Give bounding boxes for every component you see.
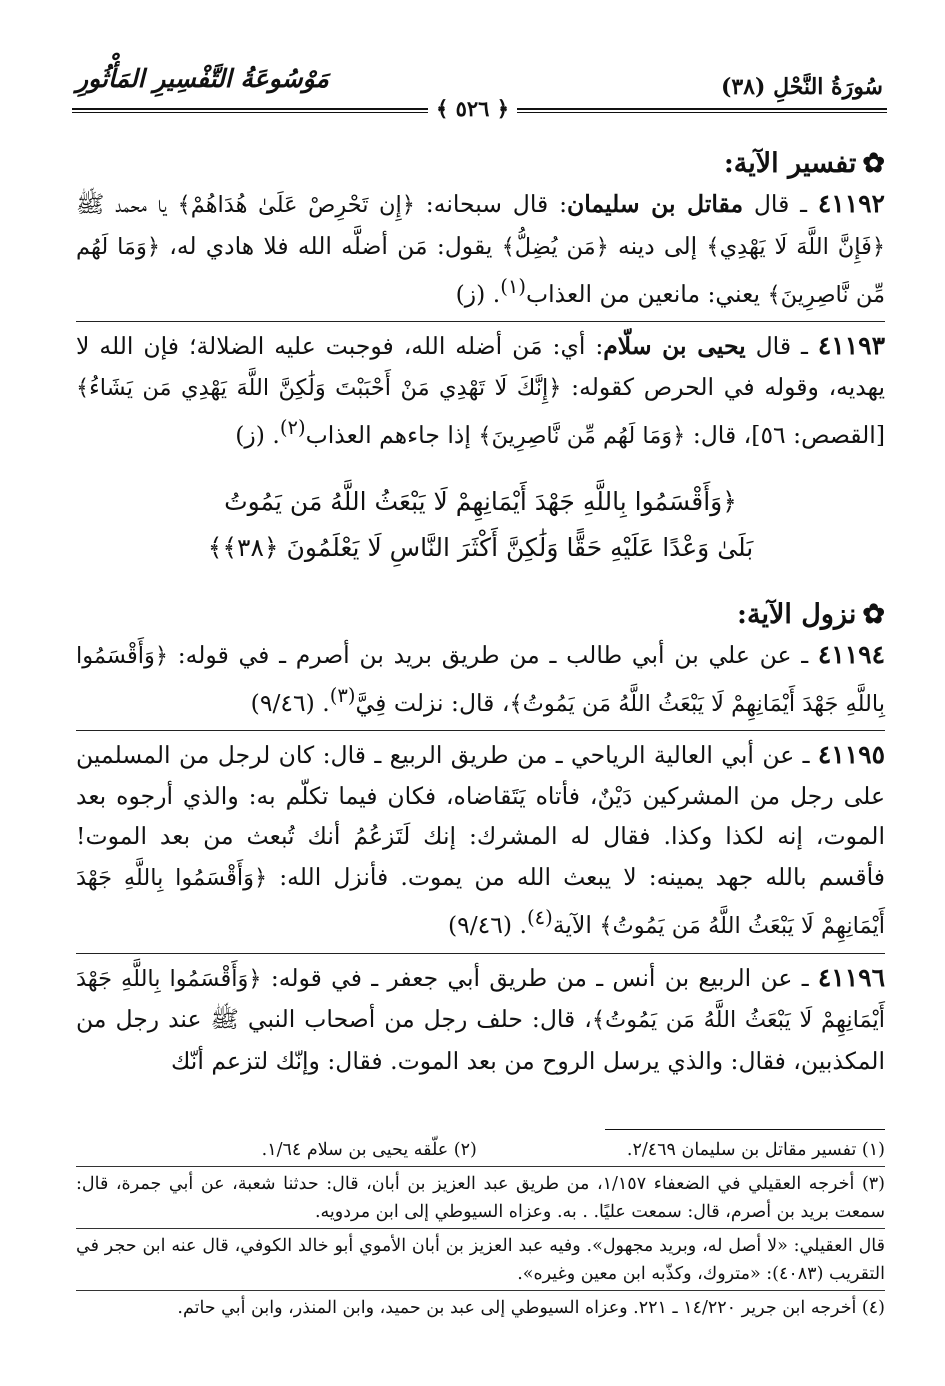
running-header-book-title: مَوْسُوعَةُ التَّفْسِيرِ المَأْثُورِ (76, 64, 329, 93)
footnote-ref: (١) (500, 275, 526, 298)
quran-quote: ﴿إِنَّكَ لَا تَهْدِي مَنْ أَحْبَبْتَ وَلَٰكِنَّ اللَّهَ يَهْدِي مَن يَشَاءُ﴾ (76, 374, 562, 401)
quran-quote: ﴿وَأَقْسَمُوا بِاللَّهِ جَهْدَ أَيْمَانِهِمْ لَا يَبْعَثُ اللَّهُ مَن يَمُوتُ﴾ (76, 642, 885, 717)
page-body (76, 144, 885, 1081)
paragraph-separator (76, 321, 885, 322)
section-title: تفسير الآية: (723, 148, 857, 179)
quran-quote: ﴿وَمَا لَهُم مِّن نَّاصِرِينَ﴾ (478, 423, 686, 450)
narration-number: ٤١١٩٥ (817, 740, 885, 770)
page-number: ﴾ ٥٢٦ ﴿ (0, 96, 945, 121)
paragraph-separator (76, 730, 885, 731)
footnotes (76, 1136, 885, 1322)
running-header-surah: سُورَةُ النَّحْلِ (٣٨) (720, 74, 883, 100)
narration-number: ٤١١٩٢ (817, 189, 885, 218)
footnote-ref: (٢) (279, 416, 306, 440)
footnote-2: (٢) علّقه يحيى بن سلام ١/٦٤. (261, 1140, 477, 1160)
verse-line-2: بَلَىٰ وَعْدًا عَلَيْهِ حَقًّا وَلَٰكِنَّ أَكْثَرَ النَّاسِ لَا يَعْلَمُونَ ﴿٣٨﴾﴾ (207, 532, 754, 562)
narration-number: ٤١١٩٤ (817, 639, 885, 669)
section-heading-nuzul (76, 595, 885, 635)
quran-quote: ﴿فَإِنَّ اللَّهَ لَا يَهْدِي﴾ (706, 233, 886, 260)
footnote-3: (٣) أخرجه العقيلي في الضعفاء ١/١٥٧، من طريق عبد العزيز بن أبان، قال: حدثنا شعبة، عن أبي جمرة، قال: سمعت بريد بن أصرم، قال: سمعت عليًا. . به. وعزاه السيوطي إلى ابن مردويه. (76, 1174, 885, 1222)
footnote-separator (76, 1290, 885, 1291)
quran-quote: ﴿مَن يُضِلُّ﴾ (501, 233, 609, 260)
verse-line-1: ﴿وَأَقْسَمُوا بِاللَّهِ جَهْدَ أَيْمَانِهِمْ لَا يَبْعَثُ اللَّهُ مَن يَمُوتُ (224, 486, 737, 516)
narrator-name: مقاتل بن سليمان (567, 190, 744, 218)
narration-41193: ٤١١٩٣ ـ قال يحيى بن سلّام: أي: مَن أضله الله، فوجبت عليه الضلالة؛ فإن الله لا يهديه، وقوله في الحرص كقوله: ﴿إِنَّكَ لَا تَهْدِي مَنْ أَحْبَبْتَ وَلَٰكِنَّ اللَّهَ يَهْدِي مَن يَشَاءُ﴾ [القصص: ٥٦]، قال: ﴿وَمَا لَهُم مِّن نَّاصِرِينَ﴾ إذا جاءهم العذاب$^{(٢)}$. (ز) (76, 331, 885, 450)
footnote-separator (76, 1166, 885, 1167)
quran-quote: ﴿وَأَقْسَمُوا بِاللَّهِ جَهْدَ أَيْمَانِهِمْ لَا يَبْعَثُ اللَّهُ مَن يَمُوتُ﴾ (76, 965, 885, 1034)
narration-number: ٤١١٩٣ (817, 331, 885, 361)
narration-41194: ٤١١٩٤ ـ عن علي بن أبي طالب ـ من طريق بريد بن أصرم ـ في قوله: ﴿وَأَقْسَمُوا بِاللَّهِ جَهْدَ أَيْمَانِهِمْ لَا يَبْعَثُ اللَّهُ مَن يَمُوتُ﴾، قال: نزلت فِيَّ$^{(٣)}$. (٩/٤٦) (76, 639, 885, 717)
flower-ornament-icon: ✿ (862, 598, 885, 630)
narrator-name: يحيى بن سلّام (603, 332, 746, 361)
footnote-ref: (٤) (527, 906, 553, 930)
narration-41196: ٤١١٩٦ ـ عن الربيع بن أنس ـ من طريق أبي جعفر ـ في قوله: ﴿وَأَقْسَمُوا بِاللَّهِ جَهْدَ أَيْمَانِهِمْ لَا يَبْعَثُ اللَّهُ مَن يَمُوتُ﴾، قال: حلف رجل من أصحاب النبي ﷺ عند رجل من المكذبين، فقال: والذي يرسل الروح من بعد الموت. فقال: وإنّك لتزعم أنّك (76, 962, 886, 1075)
narration-41195: ٤١١٩٥ ـ عن أبي العالية الرياحي ـ من طريق الربيع ـ قال: كان لرجل من المسلمين على رجل من المشركين دَيْنٌ، فأتاه يَتَقاضاه، فكان فيما تكلّم به: والذي أرجوه بعد الموت، إنه لكذا وكذا. فقال له المشرك: إنك لَتَزعُمُ أنك تُبعث من بعد الموت! فأقسم بالله جهد يمينه: لا يبعث الله من يموت. فأنزل الله: ﴿وَأَقْسَمُوا بِاللَّهِ جَهْدَ أَيْمَانِهِمْ لَا يَبْعَثُ اللَّهُ مَن يَمُوتُ﴾ الآية$^{(٤)}$. (٩/٤٦) (76, 740, 885, 940)
quran-verse-block (76, 479, 885, 571)
footnotes-row (76, 1136, 885, 1164)
footnote-ref: (٣) (329, 684, 356, 708)
narration-41192: ٤١١٩٢ ـ قال مقاتل بن سليمان: قال سبحانه: ﴿إِن تَحْرِصْ عَلَىٰ هُدَاهُمْ﴾ يا محمد ﷺ ﴿فَإِنَّ اللَّهَ لَا يَهْدِي﴾ إلى دينه ﴿مَن يُضِلُّ﴾ يقول: مَن أضلَّه الله فلا هادي له، ﴿وَمَا لَهُم مِّن نَّاصِرِينَ﴾ يعني: مانعين من العذاب$^{(١)}$. (ز) (76, 189, 886, 308)
paragraph-separator (76, 953, 885, 954)
footnotes-rule (605, 1129, 885, 1130)
footnote-4: (٤) أخرجه ابن جرير ١٤/٢٢٠ ـ ٢٢١. وعزاه السيوطي إلى عبد بن حميد، وابن المنذر، وابن أبي حاتم. (177, 1298, 885, 1318)
section-heading-tafsir (76, 144, 885, 184)
quran-quote: ﴿وَمَا لَهُم مِّن نَّاصِرِينَ﴾ (76, 233, 885, 308)
footnote-1: (١) تفسير مقاتل بن سليمان ٢/٤٦٩. (626, 1140, 885, 1160)
section-title: نزول الآية: (737, 598, 857, 630)
flower-ornament-icon: ✿ (862, 148, 885, 179)
footnote-3-continued: قال العقيلي: «لا أصل له، وبريد مجهول». وفيه عبد العزيز بن أبان الأموي أبو خالد الكوفي، قال عنه ابن حجر في التقريب (٤٠٨٣): «متروك، وكذّبه ابن معين وغيره». (76, 1236, 885, 1284)
footnote-separator (76, 1228, 885, 1229)
narration-number: ٤١١٩٦ (817, 962, 886, 992)
quran-quote: ﴿وَأَقْسَمُوا بِاللَّهِ جَهْدَ أَيْمَانِهِمْ لَا يَبْعَثُ اللَّهُ مَن يَمُوتُ﴾ (76, 864, 885, 940)
quran-quote: ﴿إِن تَحْرِصْ عَلَىٰ هُدَاهُمْ﴾ (177, 192, 415, 218)
